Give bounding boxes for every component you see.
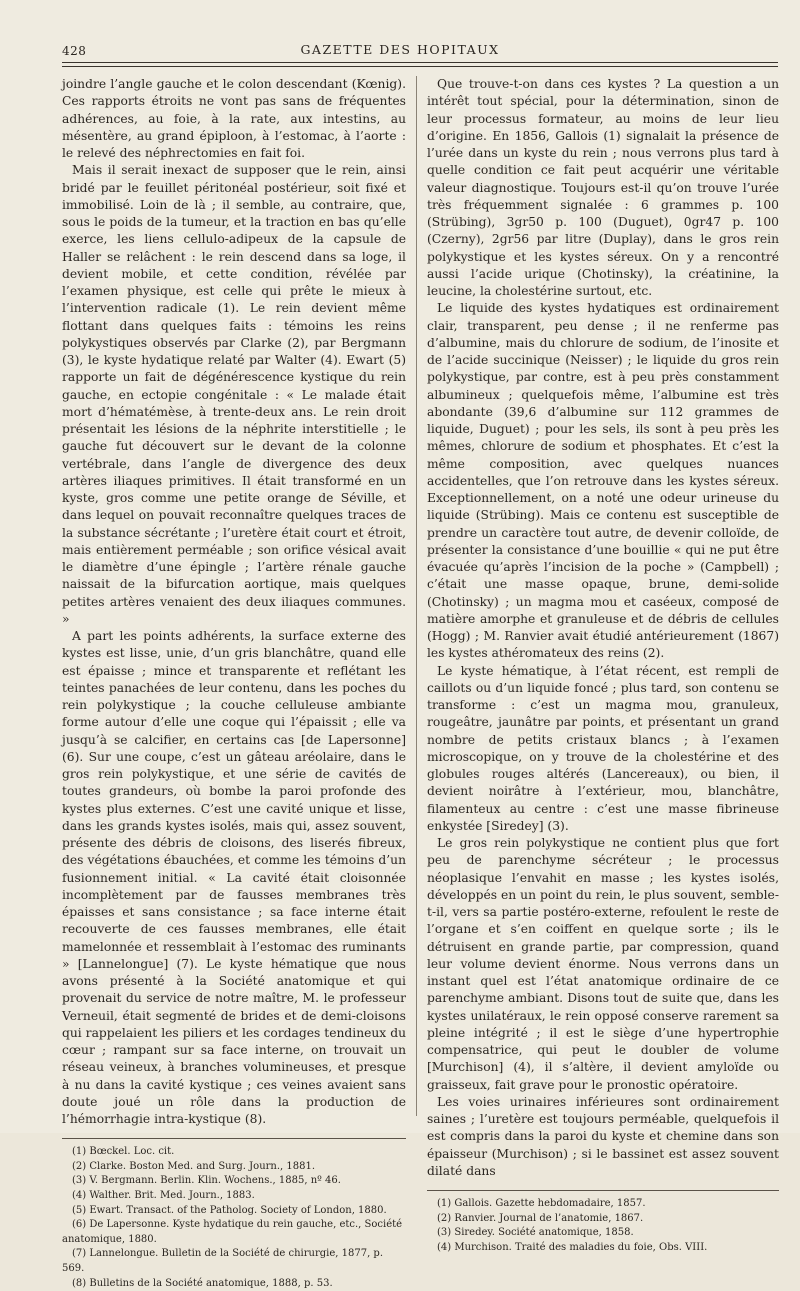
footnote: (1) Gallois. Gazette hebdomadaire, 1857. [437, 1198, 646, 1209]
footnote-separator [62, 1138, 406, 1139]
paragraph: Le gros rein polykystique ne contient plus que fort peu de parenchyme sécréteur ; le processus néoplasique l’envahit en masse ; les kystes isolés, développés en un point du rein, le plus souvent, semble-t-il, vers sa partie postéro-externe, refoulent le reste de l’organe et s’en coiffent en quelque sorte ; ils le détruisent en grande partie, par compression, quand leur volume devient énorme. Nous verrons dans un instant quel est l’état anatomique ordinaire de ce parenchyme ambiant. Disons tout de suite que, dans les kystes unilatéraux, le rein opposé conserve rarement sa pleine intégrité ; il est le siège d’une hypertrophie compensatrice, qui peut le doubler de volume [Murchison] (4), il s’altère, il devient amyloïde ou graisseux, fait grave pour le pronostic opératoire. [427, 836, 779, 1092]
footnote: (3) Siredey. Société anatomique, 1858. [437, 1227, 634, 1239]
page-number: 428 [62, 44, 87, 58]
left-column [62, 76, 406, 1291]
right-column [427, 76, 779, 1255]
paragraph: Que trouve-t-on dans ces kystes ? La question a un intérêt tout spécial, pour la détermination, sinon de leur processus formateur, au moins de leur lieu d’origine. En 1856, Gallois (1) signalait la présence de l’urée dans un kyste du rein ; nous verrons plus tard à quelle condition ce fait peut acquérir une véritable valeur diagnostique. Toujours est-il qu’on trouve l’urée très fréquemment signalée : 6 grammes p. 100 (Strübing), 3gr50 p. 100 (Duguet), 0gr47 p. 100 (Czerny), 2gr56 par litre (Duplay), dans le gros rein polykystique et les kystes séreux. On y a rencontré aussi l’acide urique (Chotinsky), la créatinine, la leucine, la cholestérine surtout, etc. [427, 77, 779, 298]
footnote-separator [427, 1190, 779, 1191]
paragraph: joindre l’angle gauche et le colon descendant (Kœnig). Ces rapports étroits ne vont pas sans de fréquentes adhérences, au foie, à la rate, aux intestins, au mésentère, au grand épiploon, à l’estomac, à l’aorte : le relevé des néphrectomies en fait foi. [62, 77, 406, 160]
footnote: (2) Clarke. Boston Med. and Surg. Journ., 1881. [72, 1160, 316, 1172]
footnote: (5) Ewart. Transact. of the Patholog. Society of London, 1880. [72, 1204, 387, 1216]
footnote: (6) De Lapersonne. Kyste hydatique du rein gauche, etc., Société anatomique, 1880. [62, 1219, 403, 1245]
footnote: (1) Bœckel. Loc. cit. [72, 1146, 175, 1158]
footnote: (7) Lannelongue. Bulletin de la Société de chirurgie, 1877, p. 569. [62, 1248, 384, 1274]
paragraph: Mais il serait inexact de supposer que le rein, ainsi bridé par le feuillet péritonéal postérieur, soit fixé et immobilisé. Loin de là ; il semble, au contraire, que, sous le poids de la tumeur, et la traction en bas qu’elle exerce, les liens cellulo-adipeux de la capsule de Haller se relâchent : le rein descend dans sa loge, il devient mobile, et cette condition, révélée par l’examen physique, est celle qui prête le mieux à l’intervention radicale (1). Le rein devient même flottant dans quelques faits : témoins les reins polykystiques observés par Clarke (2), par Bergmann (3), le kyste hydatique relaté par Walter (4). Ewart (5) rapporte un fait de dégénérescence kystique du rein gauche, en ectopie congénitale : « Le malade était mort d’hématémèse, à trente-deux ans. Le rein droit présentait les lésions de la néphrite interstitielle ; le gauche fut découvert sur le devant de la colonne vertébrale, dans l’angle de divergence des deux artères iliaques primitives. Il était transformé en un kyste, gros comme une petite orange de Séville, et dans lequel on pouvait reconnaître quelques traces de la substance sécrétante ; l’uretère était court et étroit, mais entièrement perméable ; son orifice vésical avait le diamètre d’une épingle ; l’artère rénale gauche naissait de la bifurcation aortique, mais quelques petites artères venaient des deux iliaques communes. » [62, 163, 406, 626]
paragraph: Le liquide des kystes hydatiques est ordinairement clair, transparent, peu dense ; il ne renferme pas d’albumine, mais du chlorure de sodium, de l’inosite et de l’acide succinique (Neisser) ; le liquide du gros rein polykystique, par contre, est à peu près constamment albumineux ; quelquefois même, l’albumine est très abondante (39,6 d’albumine sur 112 grammes de liquide, Duguet) ; pour les sels, ils sont à peu près les mêmes, chlorure de sodium et phosphates. Et c’est la même composition, avec quelques nuances accidentelles, que l’on retrouve dans les kystes séreux. Exceptionnellement, on a noté une odeur urineuse du liquide (Strübing). Mais ce contenu est susceptible de prendre un caractère tout autre, de devenir colloïde, de présenter la consistance d’une bouillie « qui ne put être évacuée qu’après l’incision de la poche » (Campbell) ; c’était une masse opaque, brune, demi-solide (Chotinsky) ; un magma mou et caséeux, composé de matière amorphe et granuleuse et de débris de cellules (Hogg) ; M. Ranvier avait étudié antérieurement (1867) les kystes athéromateux des reins (2). [427, 301, 779, 661]
header-rule-double [62, 66, 778, 67]
footnote: (4) Walther. Brit. Med. Journ., 1883. [72, 1190, 255, 1202]
footnote: (4) Murchison. Traité des maladies du foie, Obs. VIII. [437, 1241, 708, 1253]
footnote: (3) V. Bergmann. Berlin. Klin. Wochens., 1885, nº 46. [72, 1175, 341, 1187]
column-divider [416, 76, 417, 1116]
header-rule [62, 62, 778, 63]
footnotes-right [427, 1197, 779, 1255]
paragraph: Les voies urinaires inférieures sont ordinairement saines ; l’uretère est toujours perméable, quelquefois il est compris dans la paroi du kyste et chemine dans son épaisseur (Murchison) ; si le bassinet est assez souvent dilaté dans [427, 1094, 779, 1178]
paragraph: A part les points adhérents, la surface externe des kystes est lisse, unie, d’un gris blanchâtre, quand elle est épaisse ; mince et transparente et reflétant les teintes panachées de leur contenu, dans les poches du rein polykystique ; la couche celluleuse ambiante forme autour d’elle une coque qui l’épaissit ; elle va jusqu’à se calcifier, en certains cas [de Lapersonne] (6). Sur une coupe, c’est un gâteau aréolaire, dans le gros rein polykystique, et une série de cavités de toutes grandeurs, où bombe la paroi profonde des kystes plus externes. C’est une cavité unique et lisse, dans les grands kystes isolés, mais qui, assez souvent, présente des débris de cloisons, des liserés fibreux, des végétations ébauchées, et comme les témoins d’un fusionnement initial. « La cavité était cloisonnée incomplètement par de fausses membranes très épaisses et sans consistance ; sa face interne était recouverte de ces fausses membranes, elle était mamelonnée et ressemblait à l’estomac des ruminants » [Lannelongue] (7). Le kyste hématique que nous avons présenté à la Société anatomique et qui provenait du service de notre maître, M. le professeur Verneuil, était segmenté de brides et de demi-cloisons qui rappelaient les piliers et les cordages tendineux du cœur ; rampant sur sa face interne, on trouvait un réseau veineux, à branches volumineuses, et presque à nu dans la cavité kystique ; ces veines avaient sans doute joué un rôle dans la production de l’hémorrhagie intra-kystique (8). [62, 629, 406, 1126]
running-head-title: GAZETTE DES HOPITAUX [300, 42, 500, 57]
footnotes-left [62, 1145, 406, 1291]
footnote: (2) Ranvier. Journal de l’anatomie, 1867. [437, 1212, 644, 1224]
paragraph: Le kyste hématique, à l’état récent, est rempli de caillots ou d’un liquide foncé ; plus tard, son contenu se transforme : c’est un magma mou, granuleux, rougeâtre, jaunâtre par points, et présentant un grand nombre de petits cristaux blancs ; à l’examen microscopique, on y trouve de la cholestérine et des globules rouges altérés (Lancereaux), ou bien, il devient noirâtre à l’extérieur, mou, blanchâtre, filamenteux au centre : c’est une masse fibrineuse enkystée [Siredey] (3). [427, 663, 779, 833]
footnote: (8) Bulletins de la Société anatomique, 1888, p. 53. [72, 1277, 333, 1289]
